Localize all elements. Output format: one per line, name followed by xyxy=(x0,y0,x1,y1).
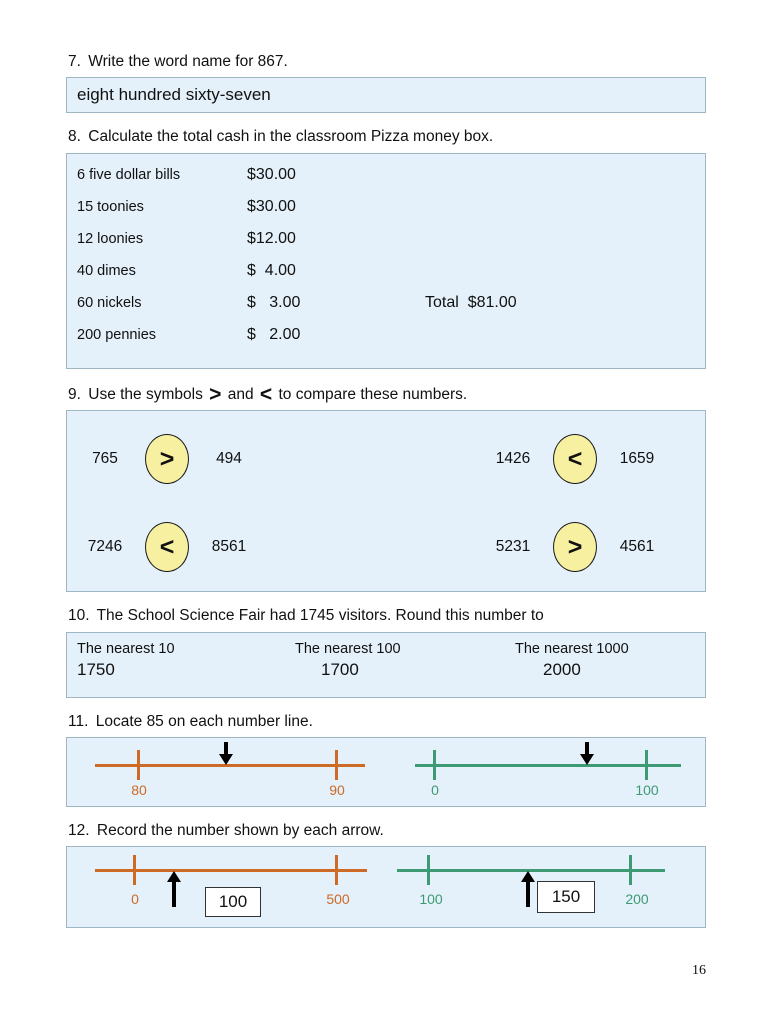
question-9-prompt xyxy=(68,382,706,406)
compare-row xyxy=(67,435,705,483)
compare-pair xyxy=(79,522,255,572)
question-11-number: 11. xyxy=(68,712,89,730)
money-label: 6 five dollar bills xyxy=(77,166,181,183)
compare-row xyxy=(67,523,705,571)
number-line-orange xyxy=(95,847,385,927)
compare-right-number: 494 xyxy=(216,450,242,468)
number-line-tick-start xyxy=(427,855,430,885)
less-than-symbol: < xyxy=(259,382,273,406)
money-amount: $ 3.00 xyxy=(247,293,301,311)
comparison-symbol-ellipse[interactable]: > xyxy=(145,434,189,484)
table-row xyxy=(67,294,705,326)
compare-pair xyxy=(487,434,663,484)
question-12-prompt xyxy=(68,821,706,840)
number-line-end-label: 100 xyxy=(635,781,659,798)
money-label: 60 nickels xyxy=(77,294,142,311)
question-10-prompt xyxy=(68,606,706,625)
number-line-end-label: 500 xyxy=(326,891,350,908)
compare-left-number: 1426 xyxy=(495,450,531,468)
compare-right-number: 8561 xyxy=(211,538,247,556)
question-7-answer-panel[interactable] xyxy=(66,77,706,113)
question-12-numberline-panel xyxy=(66,846,706,928)
number-line-start-label: 80 xyxy=(131,781,147,798)
comparison-symbol-ellipse[interactable]: > xyxy=(553,522,597,572)
arrow-head-up-icon xyxy=(167,871,181,882)
question-9-text-after: to compare these numbers. xyxy=(278,385,468,403)
compare-pair xyxy=(79,434,255,484)
question-8-money-table xyxy=(66,153,706,369)
question-10-number: 10. xyxy=(68,607,90,625)
table-row xyxy=(67,166,705,198)
money-label: 40 dimes xyxy=(77,262,136,279)
question-12-answer-box[interactable]: 150 xyxy=(537,881,595,913)
question-12-answer-box[interactable]: 100 xyxy=(205,887,261,917)
question-12-number: 12. xyxy=(68,821,90,839)
question-8-number: 8. xyxy=(68,128,81,146)
number-line-tick-start xyxy=(433,750,436,780)
money-amount: $ 2.00 xyxy=(247,325,301,343)
table-row xyxy=(67,262,705,294)
question-11-numberline-panel xyxy=(66,737,706,807)
table-row xyxy=(67,230,705,262)
number-line-end-label: 200 xyxy=(625,891,649,908)
compare-right-number: 1659 xyxy=(619,450,655,468)
comparison-symbol-ellipse[interactable]: < xyxy=(145,522,189,572)
question-8-prompt xyxy=(68,127,706,146)
money-amount: $30.00 xyxy=(247,197,296,215)
money-amount: $ 4.00 xyxy=(247,261,296,279)
question-9-text-middle: and xyxy=(227,385,254,403)
comparison-symbol-ellipse[interactable]: < xyxy=(553,434,597,484)
table-row xyxy=(67,198,705,230)
compare-left-number: 7246 xyxy=(87,538,123,556)
number-line-tick-end xyxy=(629,855,632,885)
money-label: 15 toonies xyxy=(77,198,144,215)
question-11-prompt xyxy=(68,712,706,731)
arrow-head-down-icon xyxy=(580,754,594,765)
arrow-head-up-icon xyxy=(521,871,535,882)
rounding-header: The nearest 1000 xyxy=(515,640,629,657)
question-12-text: Record the number shown by each arrow. xyxy=(96,821,384,839)
rounding-header: The nearest 10 xyxy=(77,640,175,657)
question-7-text: Write the word name for 867. xyxy=(88,53,288,70)
number-line-tick-start xyxy=(133,855,136,885)
number-line-tick-end xyxy=(335,855,338,885)
worksheet-content xyxy=(66,52,706,942)
number-line-green xyxy=(415,738,690,806)
rounding-value: 1750 xyxy=(77,659,115,679)
number-line-tick-end xyxy=(645,750,648,780)
number-line-start-label: 0 xyxy=(131,891,139,908)
rounding-header: The nearest 100 xyxy=(295,640,401,657)
question-11-text: Locate 85 on each number line. xyxy=(95,712,313,730)
page-number: 16 xyxy=(692,963,706,978)
question-7-prompt xyxy=(68,52,706,71)
money-label: 200 pennies xyxy=(77,326,157,343)
question-10-text: The School Science Fair had 1745 visitors. Round this number to xyxy=(96,607,544,625)
number-line-start-label: 100 xyxy=(419,891,443,908)
rounding-cell xyxy=(295,641,515,680)
compare-left-number: 765 xyxy=(92,450,118,468)
arrow-head-down-icon xyxy=(219,754,233,765)
money-amount: $12.00 xyxy=(247,229,296,247)
question-10-rounding-panel xyxy=(66,632,706,698)
greater-than-symbol: > xyxy=(209,382,222,406)
rounding-cell xyxy=(515,641,705,680)
number-line-start-label: 0 xyxy=(431,781,439,798)
question-7-answer: eight hundred sixty-seven xyxy=(77,85,271,105)
rounding-value: 2000 xyxy=(543,659,581,679)
number-line-orange xyxy=(95,738,370,806)
question-8-text: Calculate the total cash in the classroom Pizza money box. xyxy=(88,128,494,146)
number-line-tick-start xyxy=(137,750,140,780)
money-amount: $30.00 xyxy=(247,165,296,183)
money-label: 12 loonies xyxy=(77,230,144,247)
question-9-text-before: Use the symbols xyxy=(88,385,203,403)
number-line-end-label: 90 xyxy=(329,781,345,798)
question-7-number: 7. xyxy=(68,53,81,70)
money-total: Total $81.00 xyxy=(425,293,517,311)
number-line-tick-end xyxy=(335,750,338,780)
compare-pair xyxy=(487,522,663,572)
rounding-value: 1700 xyxy=(321,659,359,679)
question-9-compare-panel xyxy=(66,410,706,592)
question-9-number: 9. xyxy=(68,385,81,403)
number-line-axis xyxy=(415,764,681,767)
rounding-cell xyxy=(67,641,295,680)
table-row xyxy=(67,326,705,358)
compare-right-number: 4561 xyxy=(619,538,655,556)
number-line-green xyxy=(397,847,687,927)
compare-left-number: 5231 xyxy=(495,538,531,556)
